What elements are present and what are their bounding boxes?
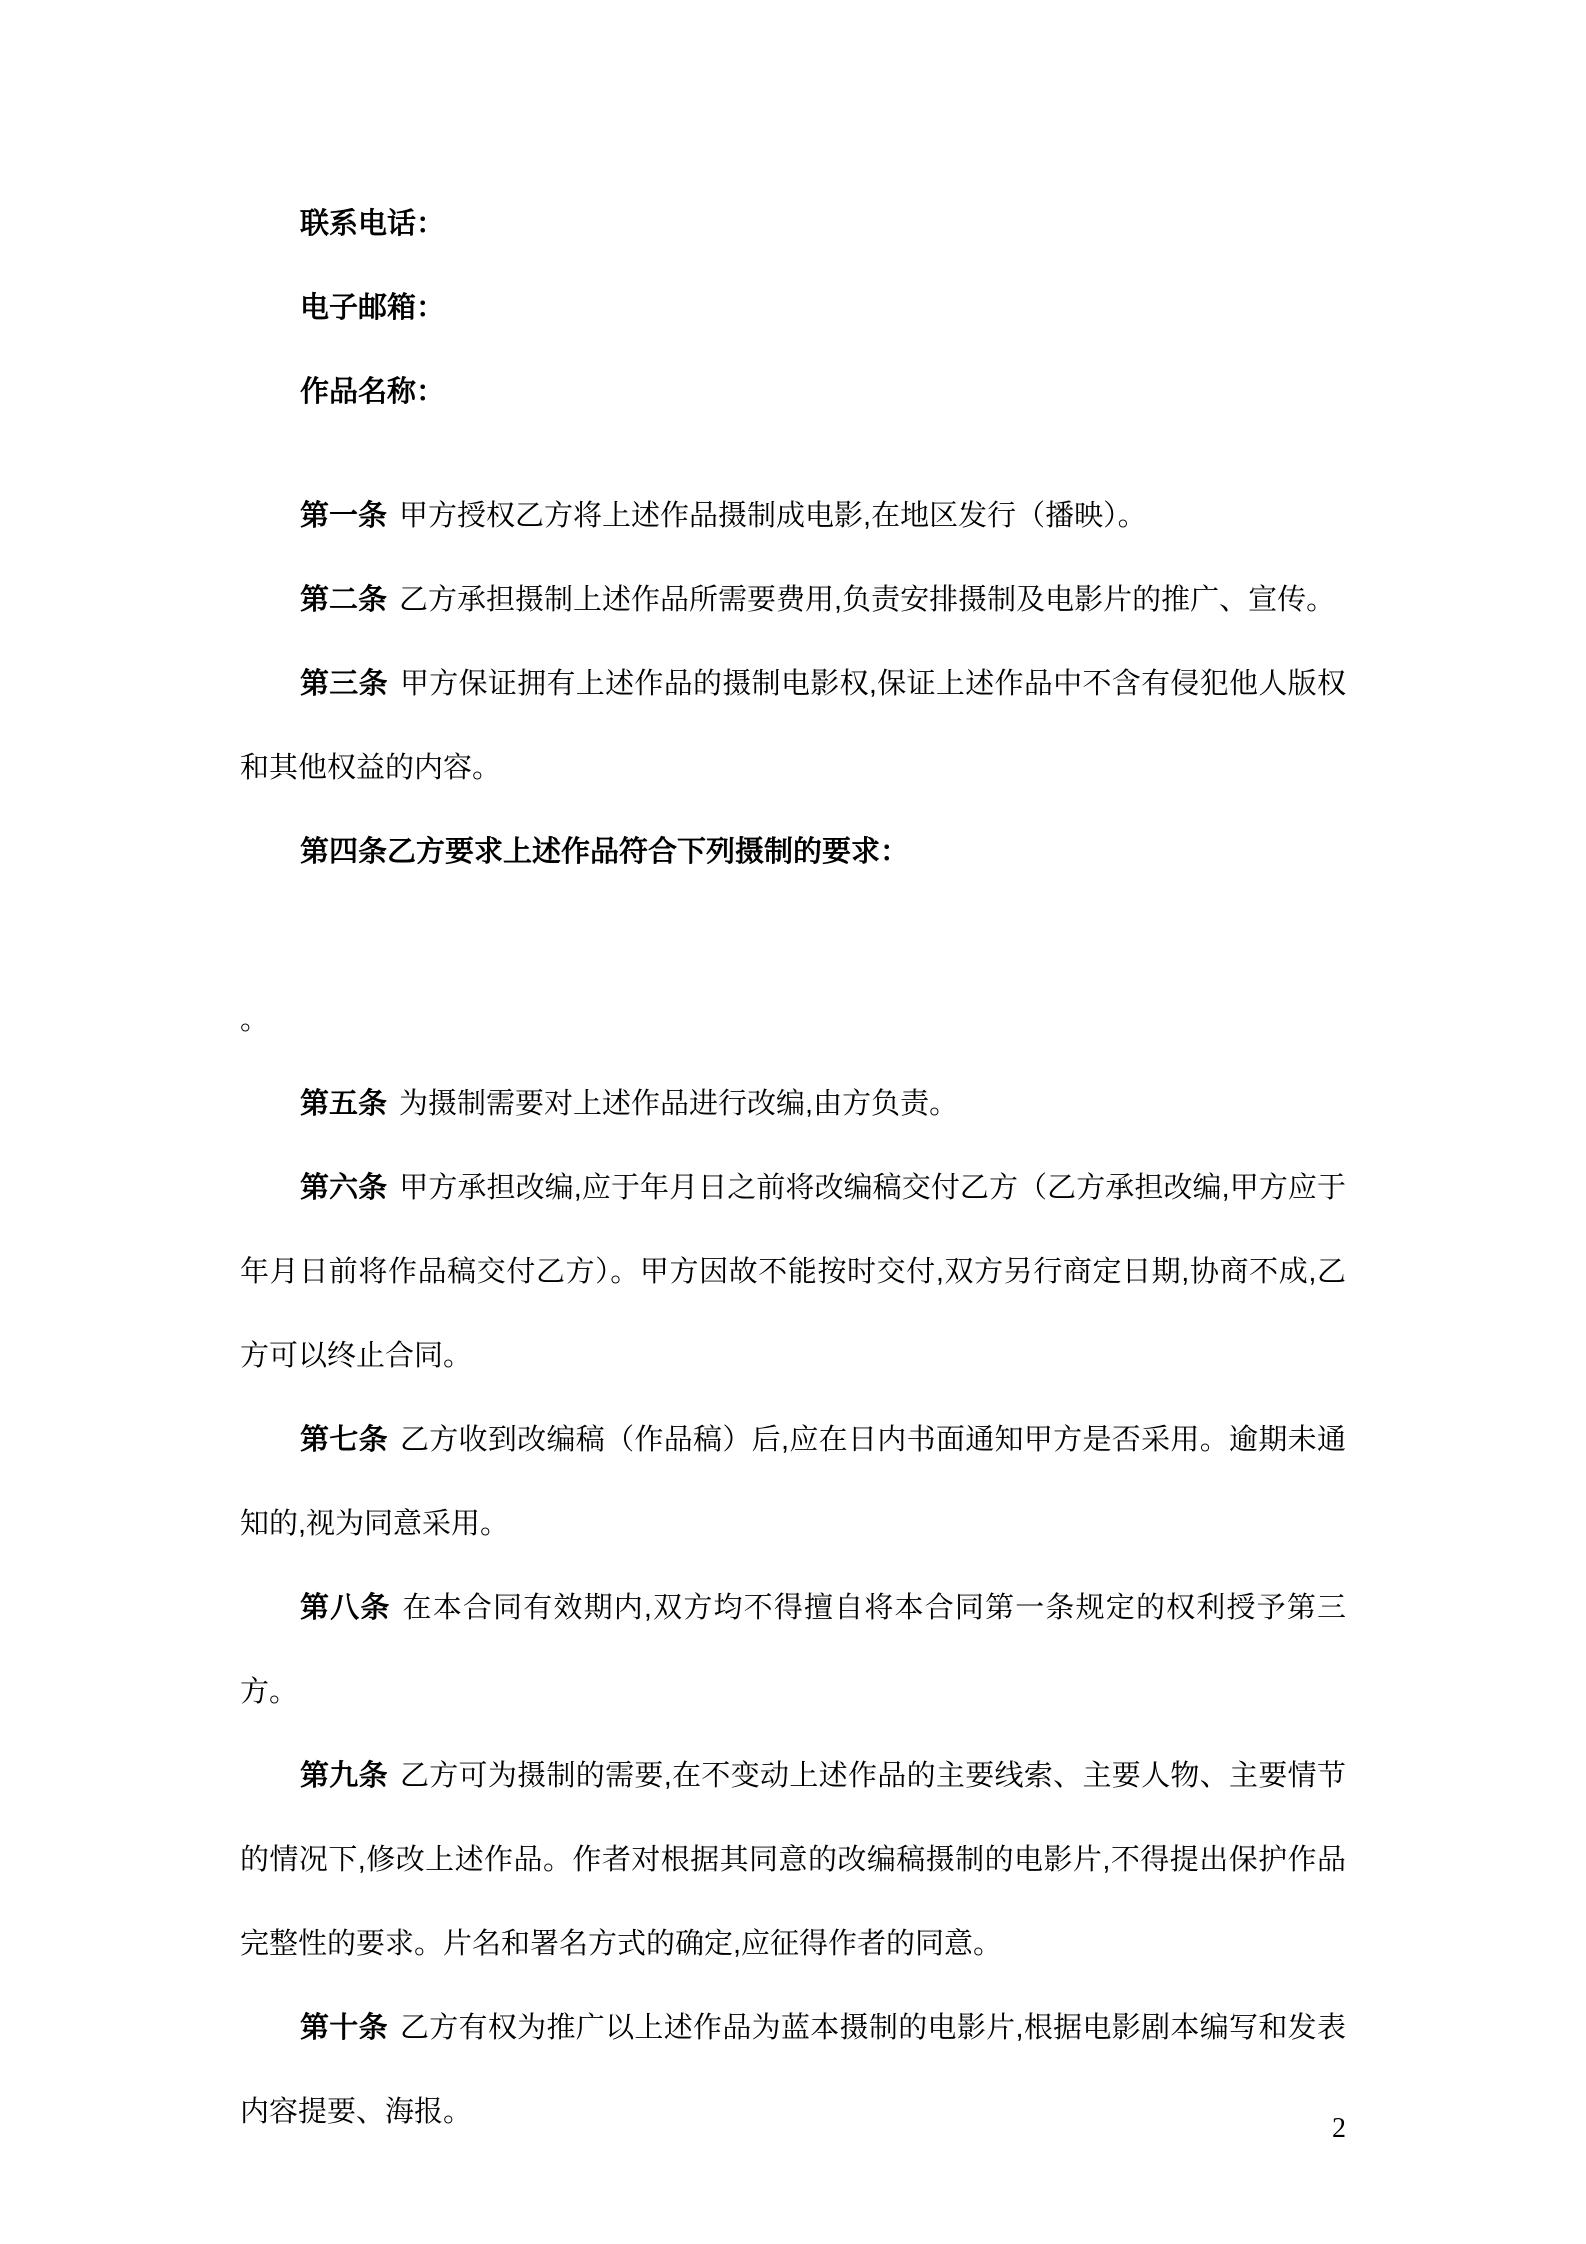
- field-work-title-label: 作品名称：: [300, 376, 446, 408]
- clause-7-label: 第七条: [300, 1424, 388, 1456]
- clause-9-text: 乙方可为摄制的需要,在不变动上述作品的主要线索、主要人物、主要情节的情况下,修改上述作品。作者对根据其同意的改编稿摄制的电影片,不得提出保护作品完整性的要求。片名和署名方式的确定,应征得作者的同意。: [240, 1760, 1346, 1960]
- clause-1-text: 甲方授权乙方将上述作品摄制成电影,在地区发行（播映）。: [399, 500, 1147, 532]
- clause-1-paragraph: [240, 474, 1346, 558]
- clause-2-paragraph: [240, 558, 1346, 642]
- field-email-label: 电子邮箱：: [300, 292, 446, 324]
- clause-7-paragraph: [240, 1398, 1346, 1566]
- clause-4-paragraph: [240, 810, 1346, 894]
- clause-10-label: 第十条: [300, 2012, 388, 2044]
- page-number: 2: [1332, 2113, 1346, 2144]
- blank-requirements-line: [240, 894, 1346, 978]
- period-line: 。: [240, 1004, 270, 1036]
- clause-6-text: 甲方承担改编,应于年月日之前将改编稿交付乙方（乙方承担改编,甲方应于年月日前将作品稿交付乙方）。甲方因故不能按时交付,双方另行商定日期,协商不成,乙方可以终止合同。: [240, 1172, 1346, 1372]
- clause-9-paragraph: [240, 1734, 1346, 1986]
- clause-8-label: 第八条: [300, 1592, 391, 1624]
- clause-8-paragraph: [240, 1566, 1346, 1734]
- clause-4-label: 第四条: [300, 836, 388, 868]
- clause-5-label: 第五条: [300, 1088, 388, 1120]
- clause-3-paragraph: [240, 642, 1346, 810]
- clause-5-paragraph: [240, 1062, 1346, 1146]
- contract-body: [240, 182, 1346, 2154]
- clause-6-paragraph: [240, 1146, 1346, 1398]
- clause-2-text: 乙方承担摄制上述作品所需要费用,负责安排摄制及电影片的推广、宣传。: [399, 584, 1336, 616]
- clause-1-label: 第一条: [300, 500, 388, 532]
- clause-9-label: 第九条: [300, 1760, 388, 1792]
- clause-2-label: 第二条: [300, 584, 388, 616]
- clause-8-text: 在本合同有效期内,双方均不得擅自将本合同第一条规定的权利授予第三方。: [240, 1592, 1346, 1708]
- clause-3-label: 第三条: [300, 668, 388, 700]
- clause-5-text: 为摄制需要对上述作品进行改编,由方负责。: [399, 1088, 959, 1120]
- field-work-title: [240, 350, 1346, 434]
- clause-6-label: 第六条: [300, 1172, 388, 1204]
- section-spacer: [240, 434, 1346, 474]
- clause-3-text: 甲方保证拥有上述作品的摄制电影权,保证上述作品中不含有侵犯他人版权和其他权益的内容。: [240, 668, 1346, 784]
- clause-10-text: 乙方有权为推广以上述作品为蓝本摄制的电影片,根据电影剧本编写和发表内容提要、海报。: [240, 2012, 1346, 2128]
- clause-4-text: 乙方要求上述作品符合下列摄制的要求：: [387, 836, 910, 868]
- field-contact-phone-label: 联系电话：: [300, 208, 446, 240]
- clause-7-text: 乙方收到改编稿（作品稿）后,应在日内书面通知甲方是否采用。逾期未通知的,视为同意采用。: [240, 1424, 1346, 1540]
- clause-10-paragraph: [240, 1986, 1346, 2154]
- field-contact-phone: [240, 182, 1346, 266]
- field-email: [240, 266, 1346, 350]
